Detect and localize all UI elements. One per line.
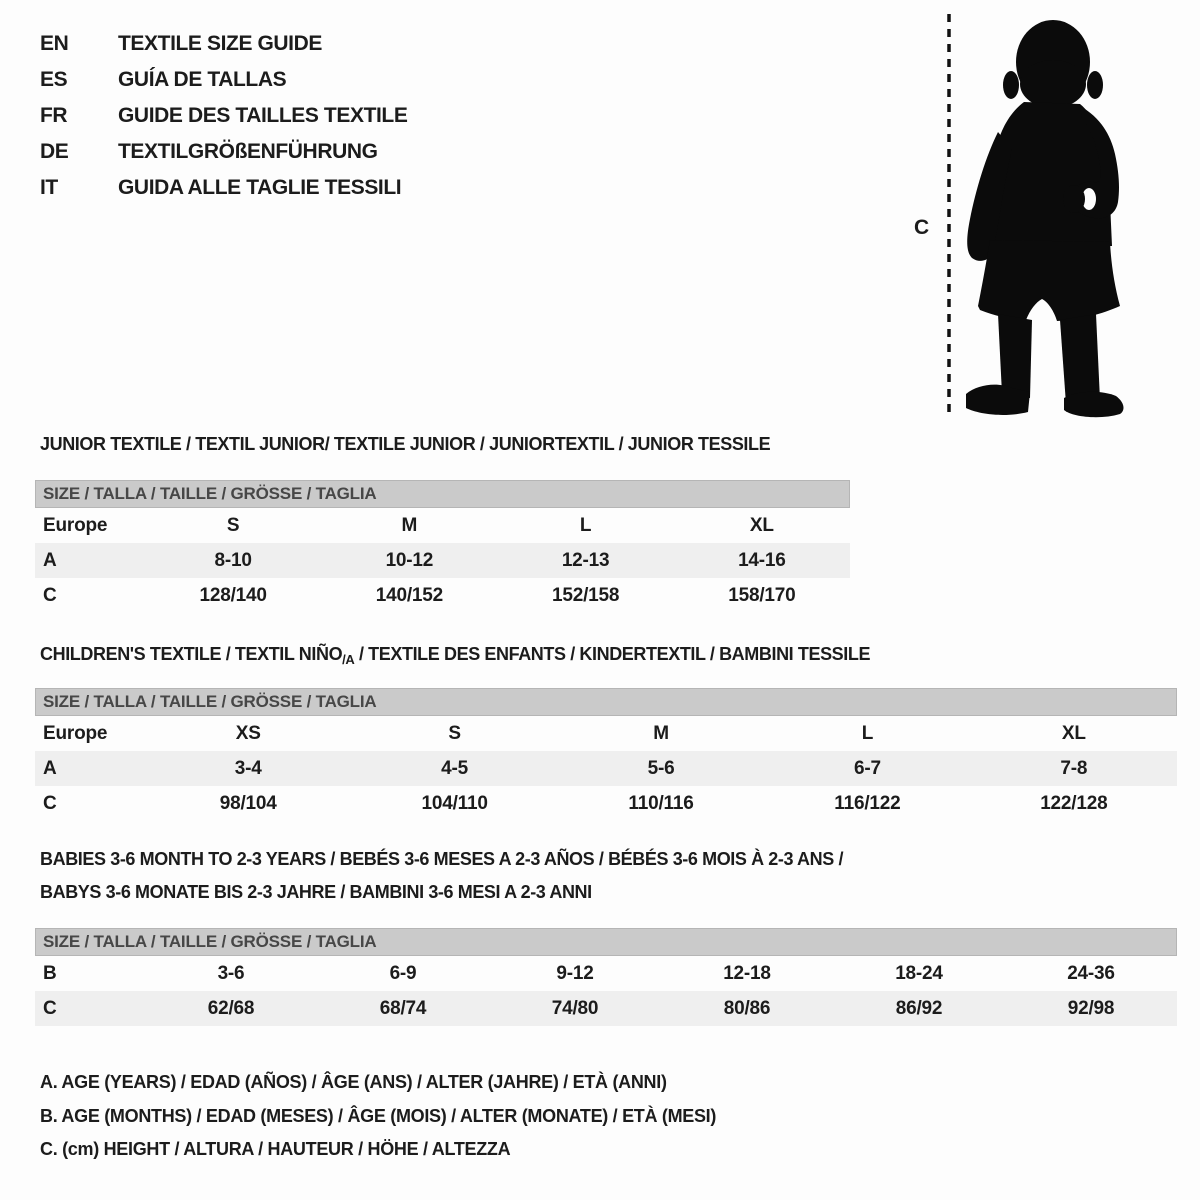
- height-cell: 74/80: [551, 997, 599, 1019]
- section-title-text: / TEXTILE DES ENFANTS / KINDERTEXTIL / BAMBINI TESSILE: [354, 644, 871, 664]
- height-cell: 92/98: [1067, 997, 1115, 1019]
- age-cell: 12-13: [561, 549, 610, 571]
- row-label: C: [43, 584, 57, 606]
- age-cell: 14-16: [738, 549, 786, 571]
- language-title: GUIDE DES TAILLES TEXTILE: [118, 104, 408, 127]
- language-code: ES: [40, 68, 68, 91]
- legend-line-c: C. (cm) HEIGHT / ALTURA / HAUTEUR / HÖHE / ALTEZZA: [40, 1139, 511, 1159]
- language-code: EN: [40, 32, 69, 55]
- size-cell: M: [653, 722, 669, 744]
- height-cell: 158/170: [728, 584, 796, 606]
- height-cell: 80/86: [723, 997, 771, 1019]
- language-row-de: [40, 134, 407, 170]
- size-cell: XL: [749, 514, 774, 536]
- language-row-it: [40, 170, 407, 206]
- row-label: A: [43, 549, 57, 571]
- children-size-table: [35, 688, 1177, 821]
- height-cell: 98/104: [219, 792, 277, 814]
- measure-label-c: C: [914, 216, 930, 239]
- table-row-months: [35, 956, 1177, 991]
- size-cell: L: [861, 722, 874, 744]
- size-table-header: SIZE / TALLA / TAILLE / GRÖSSE / TAGLIA: [35, 480, 850, 508]
- row-label: C: [43, 792, 57, 814]
- language-row-es: [40, 62, 407, 98]
- age-cell: 6-7: [853, 757, 881, 779]
- section-title-text: CHILDREN'S TEXTILE / TEXTIL NIÑO: [40, 644, 343, 664]
- age-cell: 24-36: [1067, 962, 1115, 984]
- row-label: Europe: [43, 722, 108, 744]
- language-code: IT: [40, 176, 58, 199]
- legend-line-b: B. AGE (MONTHS) / EDAD (MESES) / ÂGE (MOIS) / ALTER (MONATE) / ETÀ (MESI): [40, 1105, 717, 1126]
- section-title-junior: JUNIOR TEXTILE / TEXTIL JUNIOR/ TEXTILE JUNIOR / JUNIORTEXTIL / JUNIOR TESSILE: [40, 434, 771, 454]
- age-cell: 3-4: [234, 757, 262, 779]
- section-title-babies: [40, 843, 843, 909]
- table-row-height: [35, 991, 1177, 1026]
- size-cell: M: [401, 514, 418, 536]
- age-cell: 12-18: [723, 962, 771, 984]
- table-row-europe: [35, 716, 1177, 751]
- size-cell: S: [448, 722, 461, 744]
- row-label: A: [43, 757, 57, 779]
- height-cell: 116/122: [834, 792, 901, 814]
- language-title: GUÍA DE TALLAS: [118, 68, 287, 91]
- size-cell: XS: [235, 722, 261, 744]
- row-label: Europe: [43, 514, 108, 536]
- table-row-europe: [35, 508, 850, 543]
- language-title: TEXTILGRÖßENFÜHRUNG: [118, 140, 378, 163]
- height-cell: 140/152: [375, 584, 444, 606]
- height-cell: 62/68: [207, 997, 255, 1019]
- size-cell: L: [579, 514, 592, 536]
- age-cell: 5-6: [647, 757, 675, 779]
- height-cell: 110/116: [628, 792, 694, 814]
- size-table-header: SIZE / TALLA / TAILLE / GRÖSSE / TAGLIA: [35, 688, 1177, 716]
- height-cell: 122/128: [1040, 792, 1108, 814]
- language-title: TEXTILE SIZE GUIDE: [118, 32, 322, 55]
- size-table-header: SIZE / TALLA / TAILLE / GRÖSSE / TAGLIA: [35, 928, 1177, 956]
- height-cell: 68/74: [379, 997, 427, 1019]
- size-cell: XL: [1061, 722, 1086, 744]
- row-label: B: [43, 962, 57, 984]
- legend-line-a: A. AGE (YEARS) / EDAD (AÑOS) / ÂGE (ANS) / ALTER (JAHRE) / ETÀ (ANNI): [40, 1072, 667, 1092]
- toddler-silhouette-icon: [960, 14, 1142, 420]
- age-cell: 10-12: [385, 549, 434, 571]
- legend: [40, 1066, 716, 1167]
- age-cell: 6-9: [389, 962, 417, 984]
- table-row-age: [35, 751, 1177, 786]
- language-row-en: [40, 26, 407, 62]
- age-cell: 9-12: [556, 962, 594, 984]
- table-row-height: [35, 578, 850, 613]
- language-code: FR: [40, 104, 68, 127]
- height-cell: 128/140: [199, 584, 267, 606]
- language-code: DE: [40, 140, 69, 163]
- height-dashed-line-icon: [944, 10, 954, 422]
- section-title-children: [40, 638, 870, 676]
- section-title-subscript: /A: [342, 652, 355, 667]
- table-row-height: [35, 786, 1177, 821]
- language-row-fr: [40, 98, 407, 134]
- section-title-line1: BABIES 3-6 MONTH TO 2-3 YEARS / BEBÉS 3-6 MESES A 2-3 AÑOS / BÉBÉS 3-6 MOIS À 2-3 ANS /: [40, 849, 844, 869]
- row-label: C: [43, 997, 57, 1019]
- table-row-age: [35, 543, 850, 578]
- junior-size-table: [35, 480, 850, 613]
- age-cell: 4-5: [441, 757, 469, 779]
- size-cell: S: [226, 514, 240, 536]
- age-cell: 8-10: [214, 549, 252, 571]
- babies-size-table: [35, 928, 1177, 1026]
- age-cell: 7-8: [1060, 757, 1088, 779]
- age-cell: 3-6: [217, 962, 245, 984]
- language-list: [40, 26, 407, 206]
- section-title-line2: BABYS 3-6 MONATE BIS 2-3 JAHRE / BAMBINI 3-6 MESI A 2-3 ANNI: [40, 882, 592, 902]
- height-cell: 152/158: [551, 584, 620, 606]
- height-cell: 86/92: [895, 997, 943, 1019]
- height-cell: 104/110: [421, 792, 488, 814]
- language-title: GUIDA ALLE TAGLIE TESSILI: [118, 176, 402, 199]
- age-cell: 18-24: [895, 962, 943, 984]
